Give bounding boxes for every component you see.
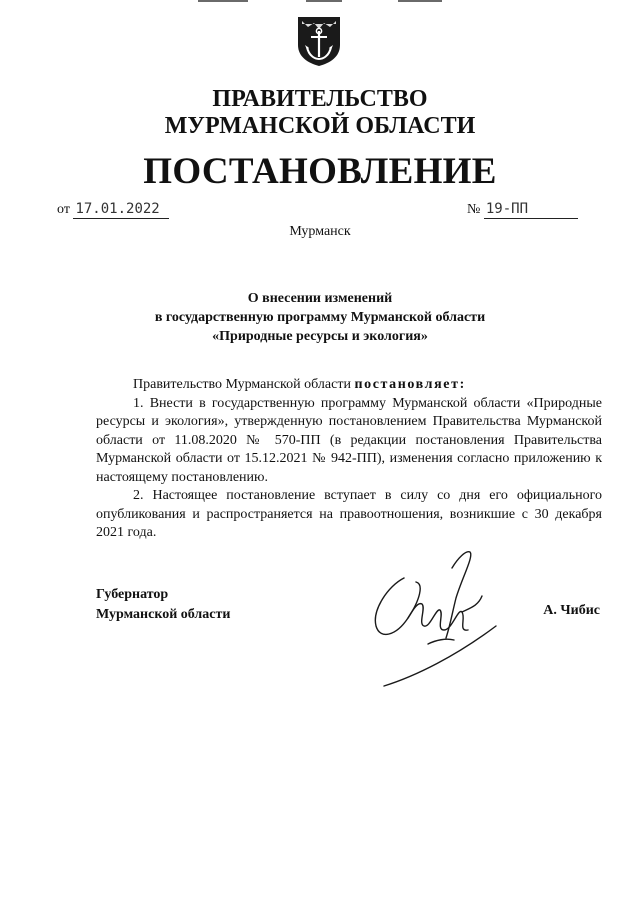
date-field — [57, 201, 169, 219]
decree-word: постановляет: — [354, 377, 466, 392]
number-underline — [484, 201, 578, 219]
number-value: 19-ПП — [485, 201, 529, 217]
date-prefix: от — [57, 202, 70, 217]
date-underline — [73, 201, 169, 219]
handwritten-signature — [366, 548, 516, 688]
org-line-1: ПРАВИТЕЛЬСТВО — [212, 86, 428, 112]
position-line-1: Губернатор — [96, 587, 169, 602]
number-field — [467, 201, 578, 219]
document-subject — [0, 289, 640, 346]
decree-intro — [96, 376, 602, 395]
subject-line-2: в государственную программу Мурманской области — [154, 310, 486, 325]
date-value: 17.01.2022 — [75, 201, 160, 217]
signer-name: А. Чибис — [543, 603, 600, 618]
subject-line-1: О внесении изменений — [247, 291, 393, 306]
signatory-position — [96, 585, 230, 625]
position-line-2: Мурманской области — [96, 607, 231, 622]
org-line-2: МУРМАНСКОЙ ОБЛАСТИ — [164, 113, 476, 139]
document-body — [96, 376, 602, 543]
document-type-title: ПОСТАНОВЛЕНИЕ — [143, 151, 497, 192]
item-1: 1. Внести в государственную программу Мурманской области «Природные ресурсы и экология», утвержденную постановлением Правительства Мурманской области от 11.08.2020 № 570-ПП (в редакции постановления Правительства Мурманской области от 15.12.2021 № 942-ПП), изменения согласно приложению к настоящему постановлению. — [96, 395, 602, 485]
scan-mark — [306, 0, 342, 2]
organization-name — [0, 86, 640, 140]
scan-mark — [398, 0, 442, 2]
coat-of-arms-emblem — [296, 15, 342, 67]
item-2: 2. Настоящее постановление вступает в силу со дня его официального опубликования и распространяется на правоотношения, возникшие с 30 декабря 2021 года. — [96, 488, 602, 540]
subject-line-3: «Природные ресурсы и экология» — [212, 329, 428, 344]
scan-mark — [198, 0, 248, 2]
intro-text: Правительство Мурманской области — [133, 377, 351, 392]
city-name: Мурманск — [289, 224, 351, 239]
number-prefix: № — [467, 202, 481, 217]
